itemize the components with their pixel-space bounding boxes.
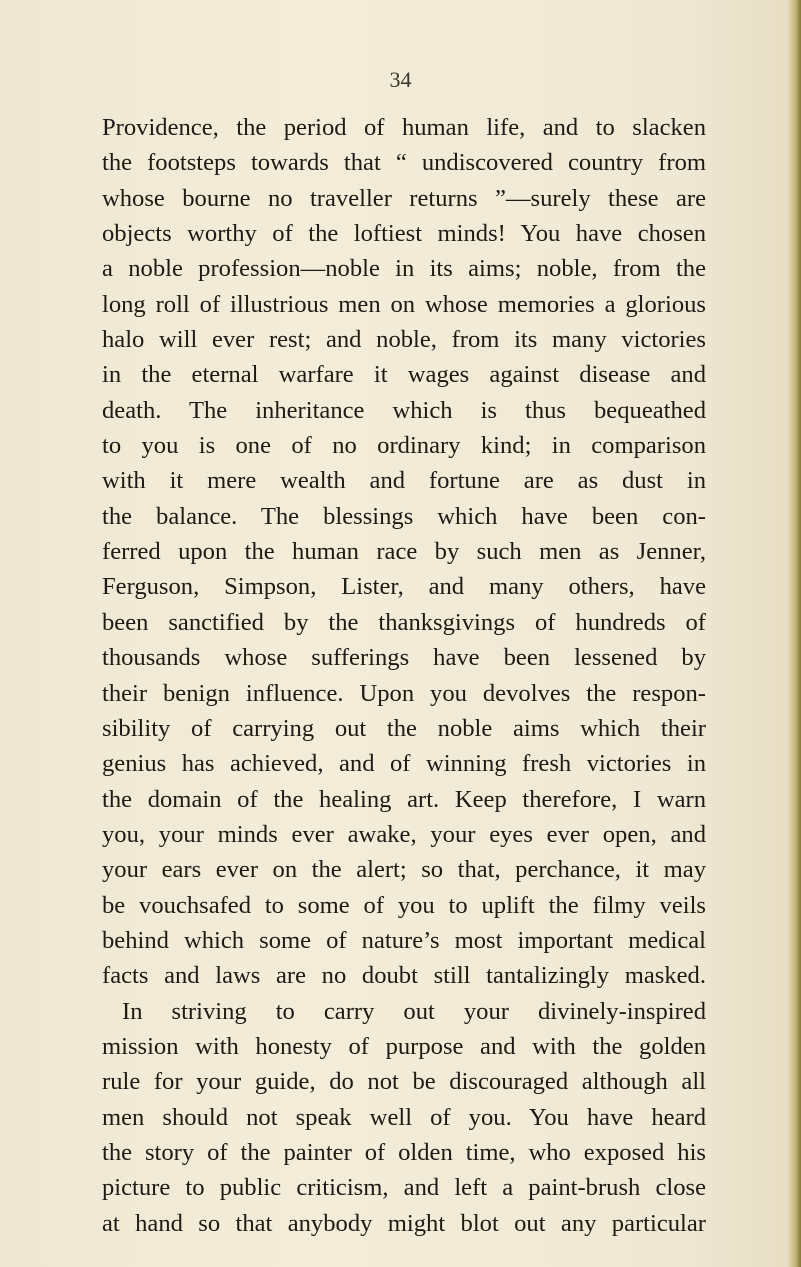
text-line: Providence, the period of human life, and to slacken — [102, 114, 706, 141]
text-line: facts and laws are no doubt still tantalizingly masked. — [102, 962, 706, 990]
text-line: behind which some of nature’s most important medical — [102, 926, 706, 954]
text-line: your ears ever on the alert; so that, perchance, it may — [102, 856, 706, 884]
text-line: objects worthy of the loftiest minds! You have chosen — [102, 220, 706, 248]
text-line-paragraph-start: In striving to carry out your divinely-inspired — [122, 997, 706, 1025]
text-line: men should not speak well of you. You have heard — [102, 1103, 706, 1131]
text-line: sibility of carrying out the noble aims which their — [102, 714, 706, 742]
text-line: picture to public criticism, and left a paint-brush close — [102, 1174, 706, 1202]
text-line: their benign influence. Upon you devolves the respon- — [102, 679, 706, 707]
text-line: you, your minds ever awake, your eyes ever open, and — [102, 820, 706, 848]
text-line: genius has achieved, and of winning fresh victories in — [102, 750, 706, 778]
text-line: ferred upon the human race by such men as Jenner, — [102, 538, 706, 566]
text-line: the story of the painter of olden time, who exposed his — [102, 1138, 706, 1166]
body-text — [102, 110, 706, 1241]
text-line: be vouchsafed to some of you to uplift the filmy veils — [102, 891, 706, 919]
text-line: halo will ever rest; and noble, from its many victories — [102, 326, 706, 354]
text-line: the footsteps towards that “ undiscovered country from — [102, 149, 706, 177]
text-line: death. The inheritance which is thus bequeathed — [102, 396, 706, 424]
page-binding-edge — [787, 0, 801, 1267]
text-line: in the eternal warfare it wages against disease and — [102, 361, 706, 389]
text-line: rule for your guide, do not be discouraged although all — [102, 1068, 706, 1096]
text-line: a noble profession—noble in its aims; noble, from the — [102, 255, 706, 283]
text-line: whose bourne no traveller returns ”—surely these are — [102, 184, 706, 212]
text-line: been sanctified by the thanksgivings of hundreds of — [102, 608, 706, 636]
text-line: mission with honesty of purpose and with the golden — [102, 1032, 706, 1060]
text-line: at hand so that anybody might blot out any particular — [102, 1209, 706, 1237]
text-line: Ferguson, Simpson, Lister, and many others, have — [102, 573, 706, 601]
text-line: long roll of illustrious men on whose memories a glorious — [102, 290, 706, 318]
text-line: the balance. The blessings which have been con- — [102, 502, 706, 530]
text-line: to you is one of no ordinary kind; in comparison — [102, 432, 706, 460]
text-line: thousands whose sufferings have been lessened by — [102, 644, 706, 672]
text-line: the domain of the healing art. Keep therefore, I warn — [102, 785, 706, 813]
page-number: 34 — [389, 67, 412, 92]
text-line: with it mere wealth and fortune are as dust in — [102, 467, 706, 495]
